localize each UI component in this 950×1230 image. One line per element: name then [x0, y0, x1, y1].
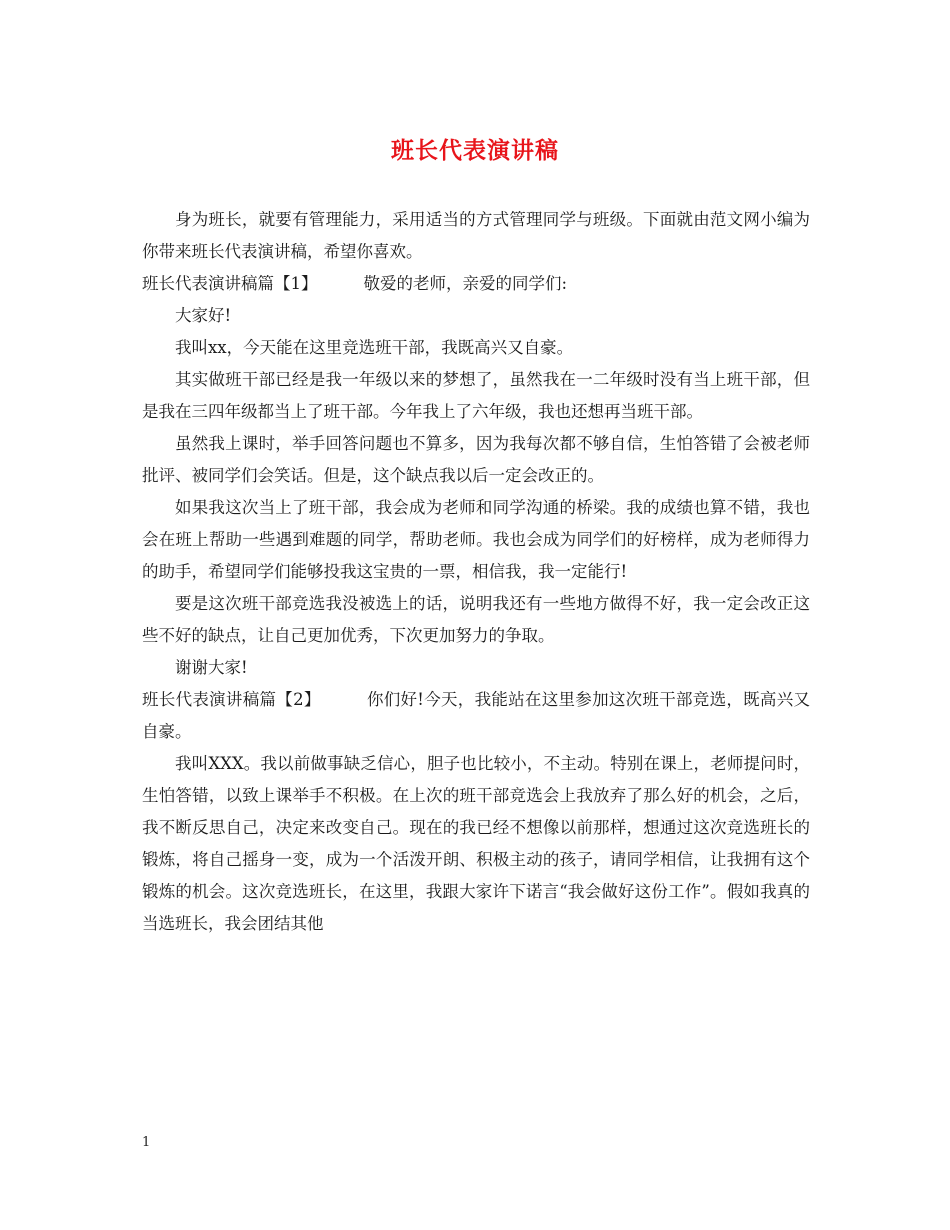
page-number: 1 [142, 1135, 151, 1150]
section-2-heading [142, 684, 810, 748]
document-body [142, 204, 810, 940]
document-title: 班长代表演讲稿 [391, 137, 559, 164]
body-paragraph: 我叫xx，今天能在这里竞选班干部，我既高兴又自豪。 [175, 338, 574, 357]
body-paragraph: 谢谢大家! [175, 658, 248, 677]
body-paragraph: 要是这次班干部竞选我没被选上的话，说明我还有一些地方做得不好，我一定会改正这些不好的缺点，让自己更加优秀，下次更加努力的争取。 [142, 594, 810, 645]
section-1-label: 班长代表演讲稿篇【1】 [142, 274, 318, 293]
section-1-greeting: 敬爱的老师，亲爱的同学们: [363, 274, 568, 293]
body-paragraph: 如果我这次当上了班干部，我会成为老师和同学沟通的桥梁。我的成绩也算不错，我也会在班上帮助一些遇到难题的同学，帮助老师。我也会成为同学们的好榜样，成为老师得力的助手，希望同学们能够投我这宝贵的一票，相信我，我一定能行! [142, 498, 810, 581]
body-paragraph: 我叫XXX。我以前做事缺乏信心，胆子也比较小，不主动。特别在课上，老师提问时，生怕答错，以致上课举手不积极。在上次的班干部竞选会上我放弃了那么好的机会，之后，我不断反思自己，决定来改变自己。现在的我已经不想像以前那样，想通过这次竞选班长的锻炼，将自己摇身一变，成为一个活泼开朗、积极主动的孩子，请同学相信，让我拥有这个锻炼的机会。这次竞选班长，在这里，我跟大家许下诺言“我会做好这份工作”。假如我真的当选班长，我会团结其他 [142, 754, 810, 933]
section-2-label: 班长代表演讲稿篇【2】 [142, 690, 321, 709]
body-paragraph: 大家好! [175, 306, 232, 325]
section-1-heading [142, 268, 810, 300]
section-2-opening: 你们好!今天，我能站在这里参加这次班干部竞选，既高兴又自豪。 [142, 690, 811, 741]
body-paragraph: 虽然我上课时，举手回答问题也不算多，因为我每次都不够自信，生怕答错了会被老师批评、被同学们会笑话。但是，这个缺点我以后一定会改正的。 [142, 434, 810, 485]
intro-paragraph: 身为班长，就要有管理能力，采用适当的方式管理同学与班级。下面就由范文网小编为你带来班长代表演讲稿，希望你喜欢。 [142, 210, 810, 261]
body-paragraph: 其实做班干部已经是我一年级以来的梦想了，虽然我在一二年级时没有当上班干部，但是我在三四年级都当上了班干部。今年我上了六年级，我也还想再当班干部。 [142, 370, 810, 421]
